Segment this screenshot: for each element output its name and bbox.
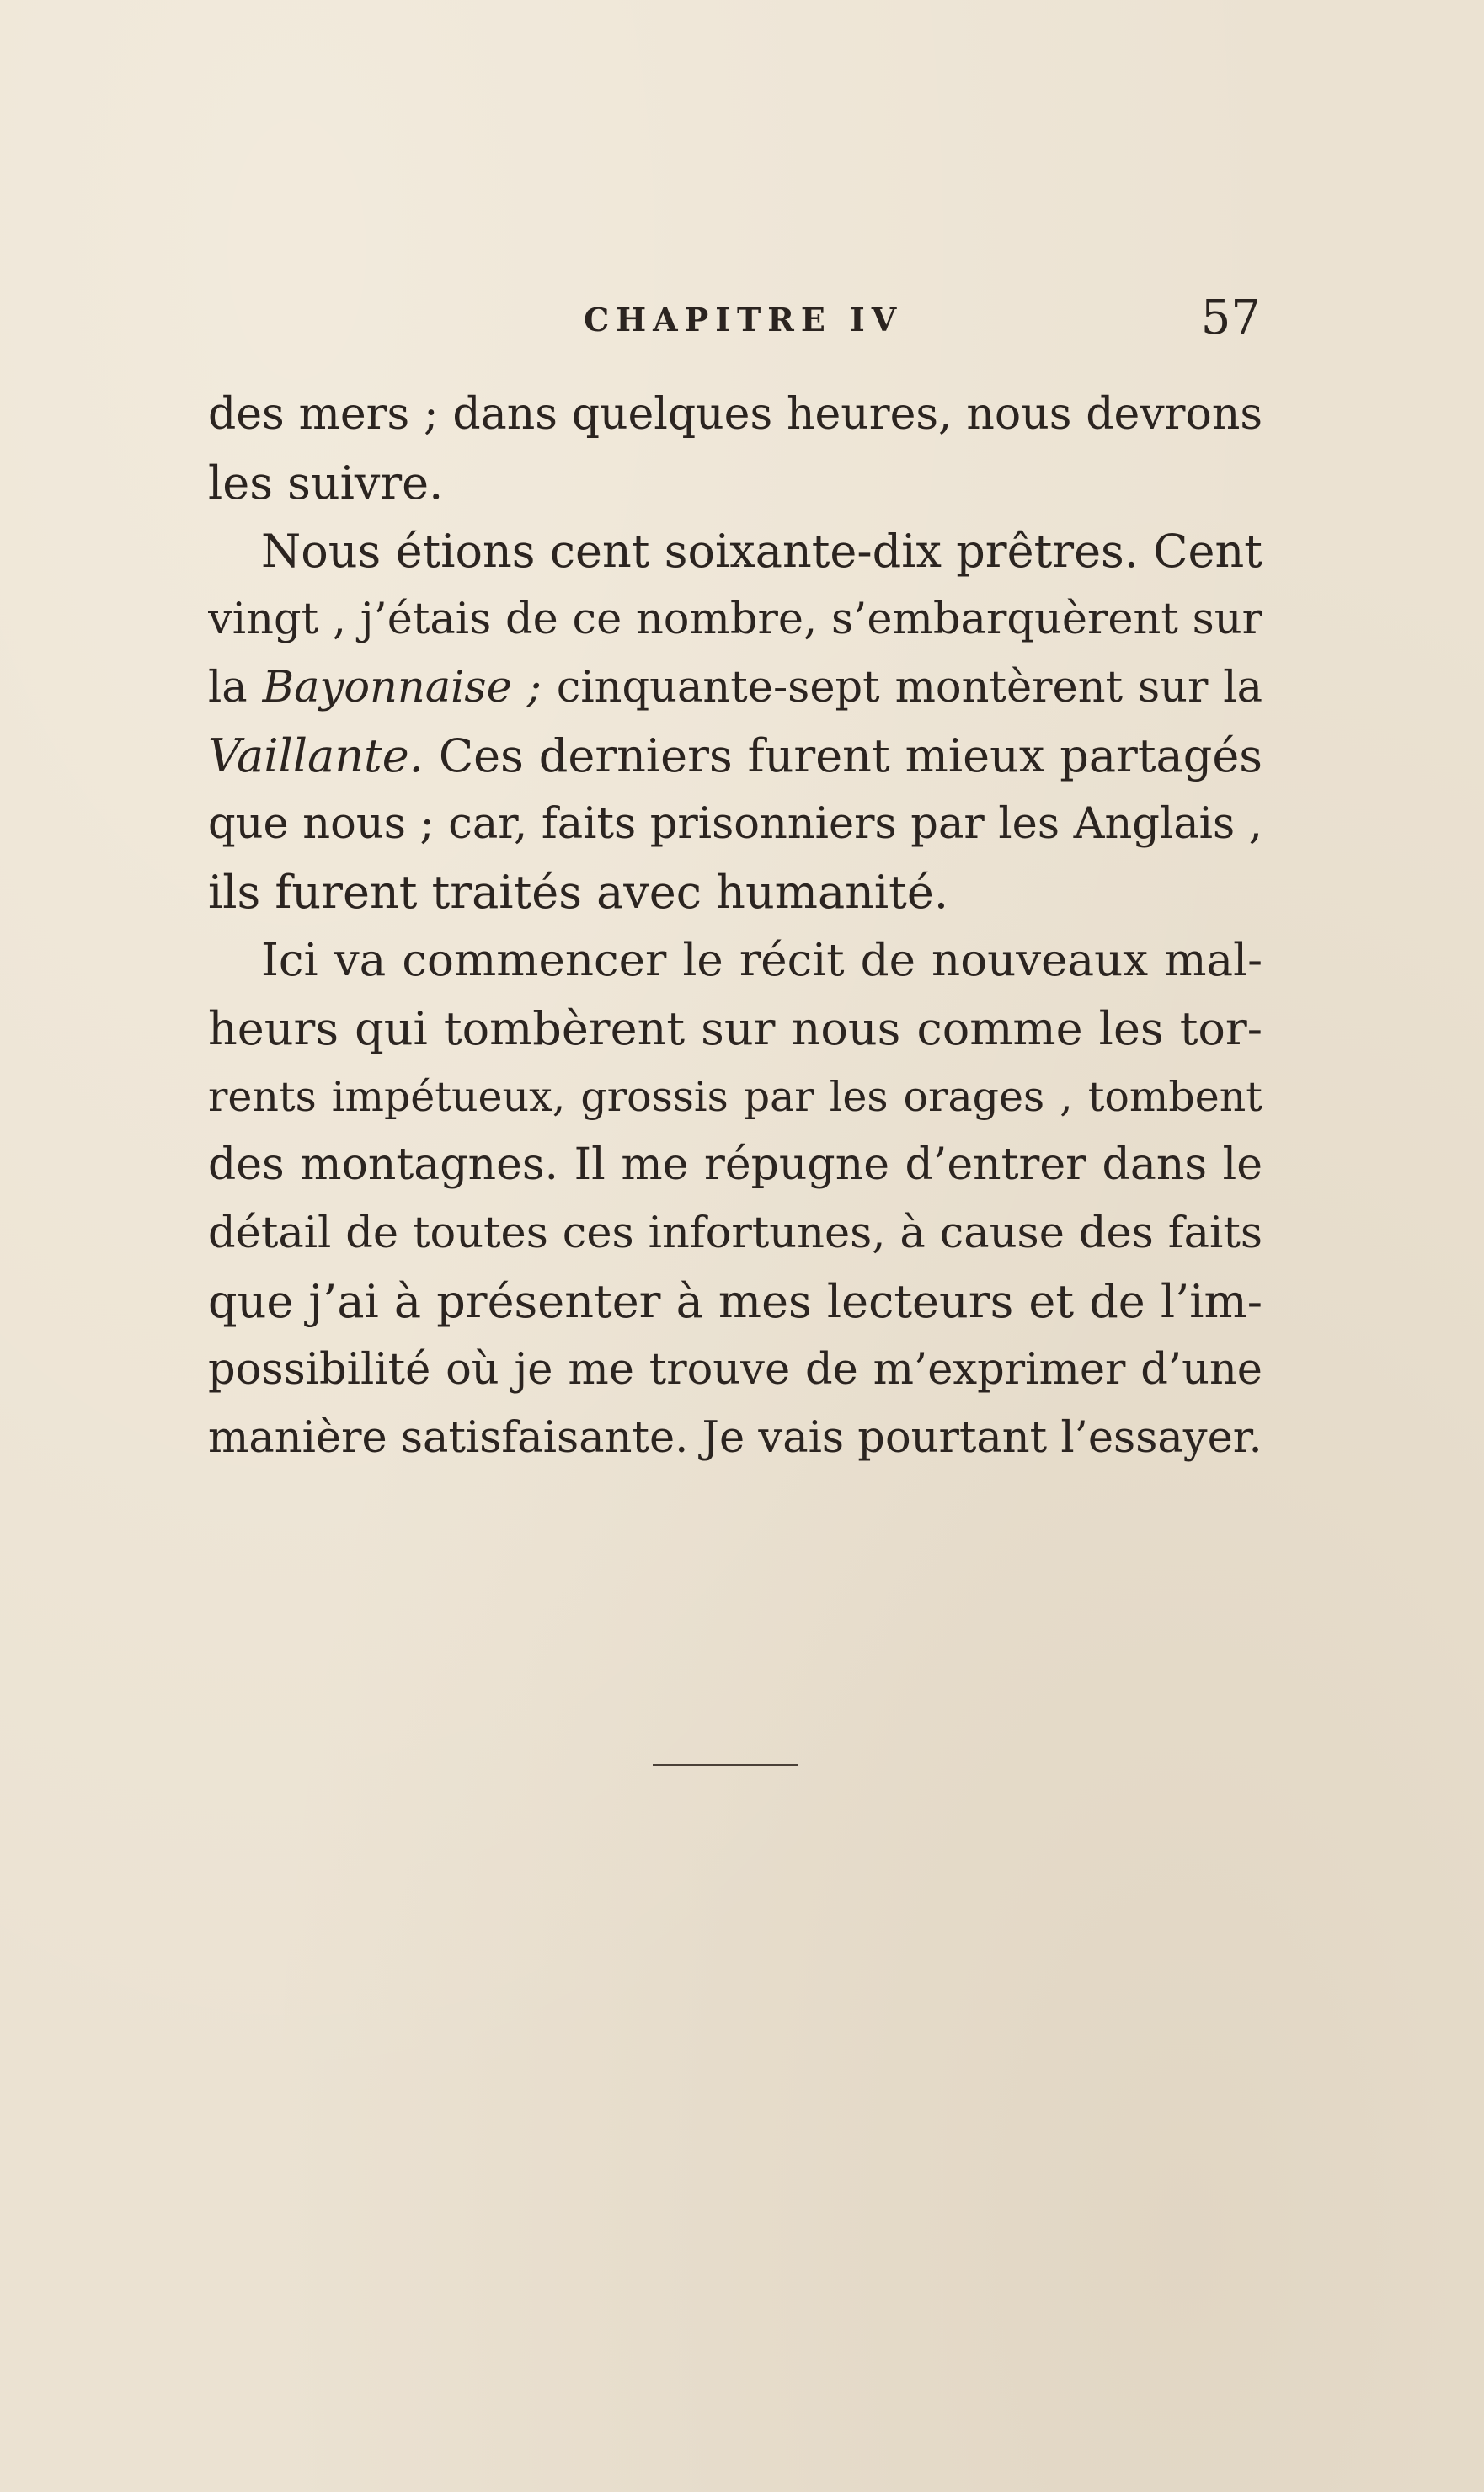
page-number: 57	[1200, 291, 1261, 345]
text-line: ils furent traités avec humanité.	[208, 866, 949, 919]
text-line: les suivre.	[208, 456, 444, 510]
text-line: que nous ; car, faits prisonniers par les Anglais ,	[208, 799, 1262, 849]
text-line-mixed	[208, 722, 1262, 790]
text-line: heurs qui tombèrent sur nous comme les tor-	[208, 1002, 1262, 1055]
text-line: rents impétueux, grossis par les orages , tombent	[208, 1073, 1262, 1121]
text-line: vingt , j’étais de ce nombre, s’embarquèrent sur	[208, 595, 1262, 644]
text-line: des montagnes. Il me répugne d’entrer dans le	[208, 1139, 1262, 1190]
chapter-title: CHAPITRE IV	[584, 301, 904, 339]
section-divider-rule	[653, 1764, 798, 1766]
text-fragment: cinquante-sept montèrent sur la	[541, 663, 1262, 712]
text-line: Ici va commencer le récit de nouveaux mal-	[261, 935, 1262, 986]
text-line: des mers ; dans quelques heures, nous devrons	[208, 389, 1262, 440]
text-line: manière satisfaisante. Je vais pourtant l’essayer.	[208, 1413, 1262, 1463]
text-line-mixed	[208, 654, 1262, 722]
body-text	[208, 381, 1262, 1472]
text-line: que j’ai à présenter à mes lecteurs et de l’im-	[208, 1275, 1262, 1328]
running-header	[208, 291, 1261, 350]
text-line: Nous étions cent soixante-dix prêtres. Cent	[261, 525, 1262, 578]
text-fragment: la	[208, 663, 263, 712]
text-line: possibilité où je me trouve de m’exprimer d’une	[208, 1345, 1262, 1395]
ship-name-italic: Vaillante.	[208, 729, 424, 782]
ship-name-italic: Bayonnaise ;	[262, 663, 542, 712]
text-fragment: Ces derniers furent mieux partagés	[423, 729, 1262, 782]
text-line: détail de toutes ces infortunes, à cause des faits	[208, 1209, 1262, 1258]
